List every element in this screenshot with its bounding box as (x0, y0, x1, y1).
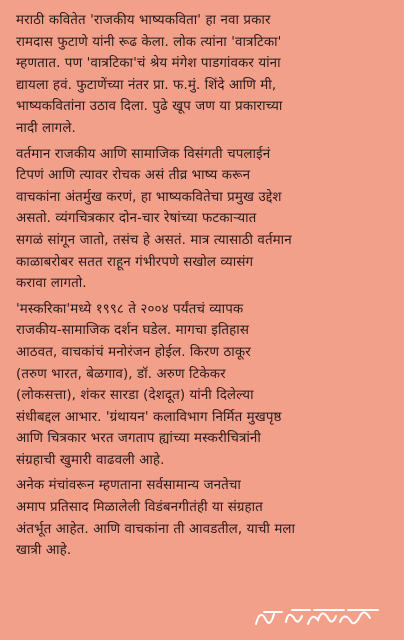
text-line: द्यायला हवं. फुटाणेंच्या नंतर प्रा. फ.मुं. शिंदे आणि मी, (16, 77, 277, 93)
text-line: आणि चित्रकार भरत जगताप ह्यांच्या मस्करीचित्रांनी (16, 431, 261, 447)
text-line: 'मस्करिका'मध्ये १९९८ ते २००४ पर्यंतचं व्यापक (16, 301, 244, 317)
text-line: वाचकांना अंतर्मुख करणं, हा भाष्यकवितेचा प्रमुख उद्देश (16, 189, 282, 205)
text-line: काळाबरोबर सतत राहून गंभीरपणे सखोल व्यासंग (16, 254, 254, 270)
author-signature (252, 602, 384, 632)
text-line: नादी लागले. (16, 120, 76, 136)
text-line: अनेक मंचांवरून म्हणताना सर्वसामान्य जनतेचा (16, 478, 241, 494)
text-line: राजकीय-सामाजिक दर्शन घडेल. मागचा इतिहास (16, 323, 249, 339)
text-line: टिपणं आणि त्यावर रोचक असं तीव्र भाष्य करून (16, 168, 251, 184)
paragraph-1 (16, 10, 392, 140)
paragraph-2 (16, 144, 392, 295)
text-line: वर्तमान राजकीय आणि सामाजिक विसंगती चपलाईनं (16, 146, 271, 162)
text-line: आठवत, वाचकांचं मनोरंजन होईल. किरण ठाकूर (16, 344, 251, 360)
text-line: (तरुण भारत, बेळगाव), डॉ. अरुण टिकेकर (16, 366, 226, 382)
text-line: भाष्यकवितांना उठाव दिला. पुढे खूप जण या प्रकाराच्या (16, 99, 283, 115)
text-line: खात्री आहे. (16, 543, 72, 559)
text-line: मराठी कवितेत 'राजकीय भाष्यकविता' हा नवा प्रकार (16, 13, 271, 28)
text-line: असतो. व्यंगचित्रकार दोन-चार रेषांच्या फटकाऱ्यात (16, 211, 257, 227)
text-line: (लोकसत्ता), शंकर सारडा (देशदूत) यांनी दिलेल्या (16, 388, 254, 404)
text-line: संधीबद्दल आभार. 'ग्रंथायन' कलाविभाग निर्मित मुखपृष्ठ (16, 409, 282, 425)
text-line: अमाप प्रतिसाद मिळालेली विडंबनगीतंही या संग्रहात (16, 500, 263, 516)
text-line: सगळं सांगून जातो, तसंच हे असतं. मात्र त्यासाठी वर्तमान (16, 232, 292, 248)
text-line: अंतर्भूत आहेत. आणि वाचकांना ती आवडतील, याची मला (16, 521, 296, 537)
text-line: म्हणतात. पण 'वात्रटिका'चं श्रेय मंगेश पाडगांवकर यांना (16, 56, 281, 72)
paragraph-3 (16, 299, 392, 472)
text-line: रामदास फुटाणे यांनी रूढ केला. लोक त्यांना 'वात्रटिका' (16, 34, 282, 50)
text-line: संग्रहाची खुमारी वाढवली आहे. (16, 452, 165, 468)
paragraph-4 (16, 475, 392, 561)
text-line: करावा लागतो. (16, 276, 87, 292)
